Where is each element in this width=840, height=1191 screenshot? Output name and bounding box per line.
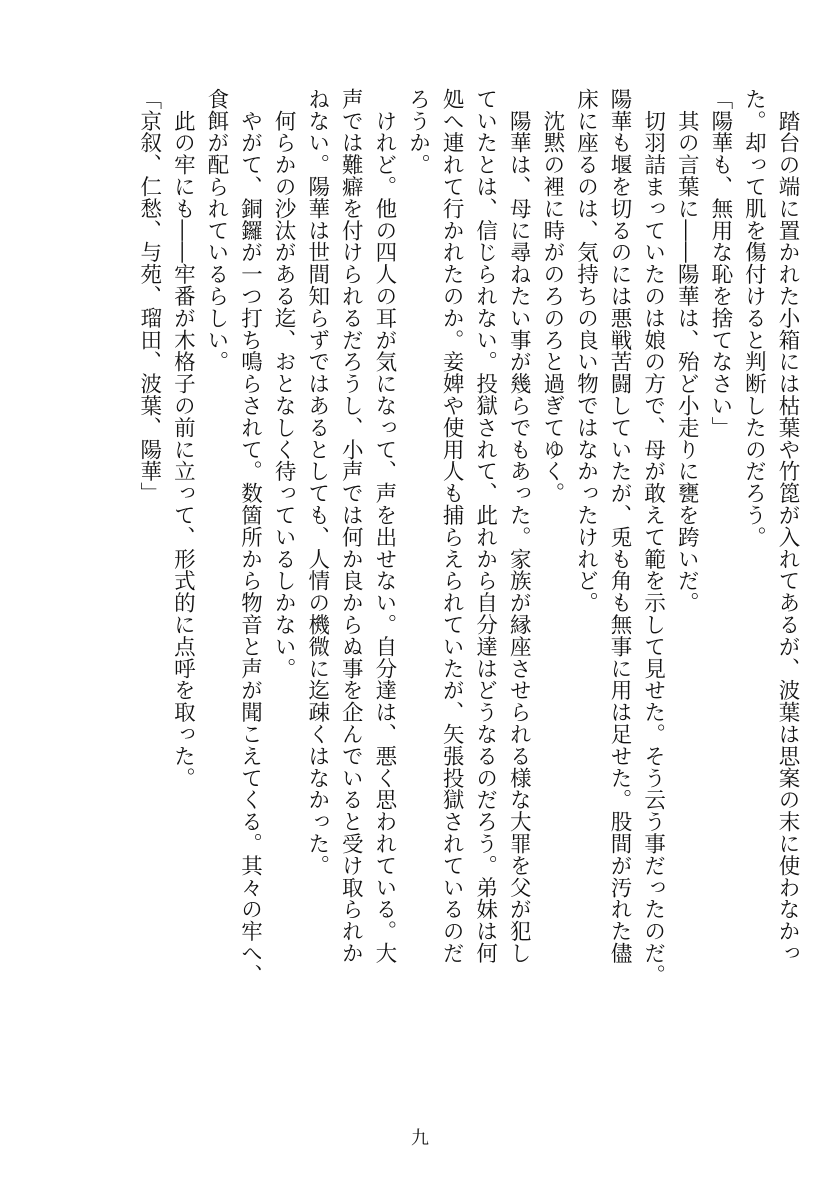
text-line: 踏台の端に置かれた小箱には枯葉や竹箆が入れてあるが、波葉は思案の末に使わなかっ: [775, 88, 800, 964]
text-line: 陽華も堰を切るのには悪戦苦闘していたが、兎も角も無事に用は足せた。股間が汚れた儘: [607, 88, 633, 964]
text-line: 何らかの沙汰がある迄、おとなしく待っているしかない。: [271, 88, 297, 680]
text-line: ていたとは、信じられない。投獄されて、此れから自分達はどうなるのだろう。弟妹は何: [472, 88, 498, 964]
body-text: [132, 88, 804, 1098]
text-line: 食餌が配られているらしい。: [203, 88, 229, 373]
text-line: た。却って肌を傷付けると判断したのだろう。: [741, 88, 767, 548]
text-line: 「京叙、仁愁、与苑、瑠田、波葉、陽華」: [136, 88, 162, 505]
page-number: 九: [411, 1128, 429, 1149]
text-line: 陽華は、母に尋ねたい事が幾らでもあった。家族が縁座させられる様な大罪を父が犯し: [506, 88, 532, 964]
text-line: 床に座るのは、気持ちの良い物ではなかったけれど。: [573, 88, 599, 614]
text-line: ねない。陽華は世間知らずではあるとしても、人情の機微に迄疎くはなかった。: [304, 88, 330, 877]
text-line: 沈黙の裡に時がのろのろと過ぎてゆく。: [539, 88, 565, 505]
text-line: ろうか。: [405, 88, 431, 176]
text-line: 此の牢にも――牢番が木格子の前に立って、形式的に点呼を取った。: [170, 88, 196, 789]
text-line: やがて、銅鑼が一つ打ち鳴らされて。数箇所から物音と声が聞こえてくる。其々の牢へ、: [237, 88, 263, 986]
text-line: 切羽詰まっていたのは娘の方で、母が敢えて範を示して見せた。そう云う事だったのだ。: [640, 88, 666, 986]
text-line: けれど。他の四人の耳が気になって、声を出せない。自分達は、悪く思われている。大: [371, 88, 397, 964]
text-line: 声では難癖を付けられるだろうし、小声では何か良からぬ事を企んでいると受け取られか: [338, 88, 364, 964]
text-line: 其の言葉に――陽華は、殆ど小走りに甕を跨いだ。: [674, 88, 700, 614]
text-line: 「陽華も、無用な恥を捨てなさい」: [707, 88, 733, 439]
text-line: 処へ連れて行かれたのか。妾婢や使用人も捕らえられていたが、矢張投獄されているのだ: [439, 88, 465, 964]
